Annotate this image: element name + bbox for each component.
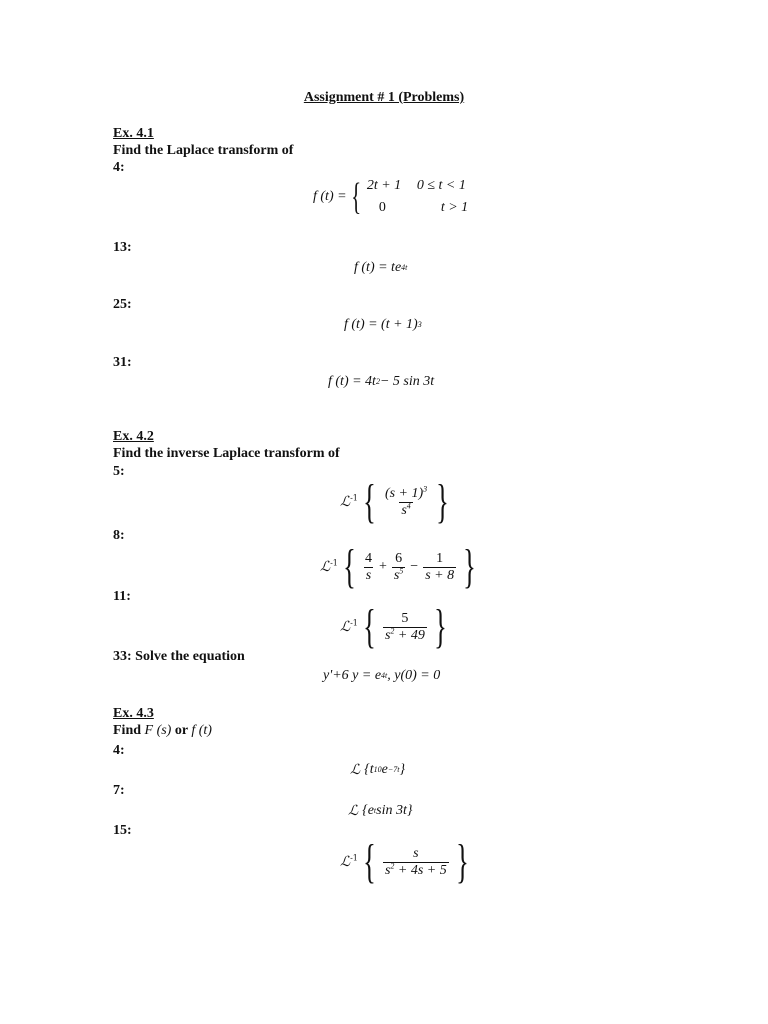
left-brace: {: [363, 475, 376, 528]
ex41-p13-equation: f (t) = te 4t: [354, 260, 408, 275]
ex41-p25-base: f (t) = (t + 1): [344, 317, 418, 332]
ex43-p4-label: 4:: [113, 743, 125, 758]
ex43-instruction: Find F (s) or f (t): [113, 723, 212, 738]
ex42-p11-label: 11:: [113, 589, 131, 604]
ex42-p5-equation: [340, 475, 454, 528]
ex42-p8-equation: [320, 540, 481, 593]
ex42-p5-label: 5:: [113, 464, 125, 479]
ex41-p4-cases: [367, 175, 511, 219]
left-brace: {: [343, 540, 356, 593]
ex42-p8-frac3: $\frac{1}{s + 8}$: [425, 550, 455, 583]
ex41-p4-case1-cond: 0 ≤ t < 1: [416, 178, 466, 193]
ex43-heading: Ex. 4.3: [113, 706, 154, 721]
ex42-p33-equation: y'+6 y = e 4t , y(0) = 0: [323, 668, 441, 683]
ex41-heading: Ex. 4.1: [113, 126, 154, 141]
page-title: Assignment # 1 (Problems): [303, 90, 465, 105]
inverse-laplace-symbol: ℒ$^{-1}$: [340, 618, 358, 635]
ex41-p4-case2-expr: 0: [378, 200, 386, 215]
minus-sign: −: [410, 559, 419, 574]
ex41-p4-lhs: f (t) =: [313, 189, 347, 204]
ex42-p5-fraction: $\frac{(s + 1)^3}{s^4}$: [384, 483, 428, 518]
ex41-p31-a: f (t) = 4t: [328, 374, 376, 389]
inverse-laplace-symbol: ℒ$^{-1}$: [320, 558, 338, 575]
ex43-p7-label: 7:: [113, 783, 125, 798]
plus-sign: +: [378, 559, 387, 574]
ex43-p15-label: 15:: [113, 823, 132, 838]
left-brace: {: [350, 176, 361, 218]
ex41-p4-case2-cond: t > 1: [440, 200, 469, 215]
ex42-instruction: Find the inverse Laplace transform of: [113, 446, 340, 461]
inverse-laplace-symbol: ℒ$^{-1}$: [340, 853, 358, 870]
ex43-p15-fraction: $\frac{s}{s^2 + 4s + 5}$: [384, 845, 447, 878]
ex43-p7-equation: ℒ {e t sin 3t}: [348, 803, 413, 819]
ex41-p31-b: − 5 sin 3t: [379, 374, 435, 389]
ex43-p4-equation: ℒ {t 10 e −7t }: [350, 762, 406, 778]
ex41-p25-equation: f (t) = (t + 1) 3: [344, 317, 422, 332]
ex42-p11-equation: [340, 600, 452, 653]
inverse-laplace-symbol: ℒ$^{-1}$: [340, 493, 358, 510]
ex43-p15-equation: [340, 835, 474, 888]
ex42-p33-label: 33: Solve the equation: [113, 649, 245, 664]
laplace-symbol: ℒ: [348, 803, 359, 819]
left-brace: {: [363, 835, 376, 888]
ex41-p25-label: 25:: [113, 297, 132, 312]
ex41-p4-case1-expr: 2t + 1: [366, 178, 402, 193]
ex41-p13-label: 13:: [113, 240, 132, 255]
ex41-p31-equation: f (t) = 4t 2 − 5 sin 3t: [328, 374, 435, 389]
ex41-p4-equation: [313, 175, 511, 219]
ex42-p8-frac2: $\frac{6}{s^5}$: [393, 550, 404, 583]
ex41-p4-label: 4:: [113, 160, 125, 175]
ex42-p8-label: 8:: [113, 528, 125, 543]
ex41-instruction: Find the Laplace transform of: [113, 143, 294, 158]
ex42-heading: Ex. 4.2: [113, 429, 154, 444]
ex41-p31-label: 31:: [113, 355, 132, 370]
right-brace: }: [463, 540, 476, 593]
right-brace: }: [434, 600, 447, 653]
ex42-p5-num: (s + 1): [384, 485, 424, 501]
ex41-p13-base: f (t) = te: [354, 260, 402, 275]
left-brace: {: [363, 600, 376, 653]
laplace-symbol: ℒ: [350, 762, 361, 778]
right-brace: }: [436, 475, 450, 528]
ex42-p11-fraction: $\frac{5}{s^2 + 49}$: [384, 610, 425, 643]
ex42-p8-frac1: $\frac{4}{s}$: [364, 550, 372, 583]
ex42-p5-den: s: [401, 502, 407, 518]
right-brace: }: [455, 835, 469, 888]
